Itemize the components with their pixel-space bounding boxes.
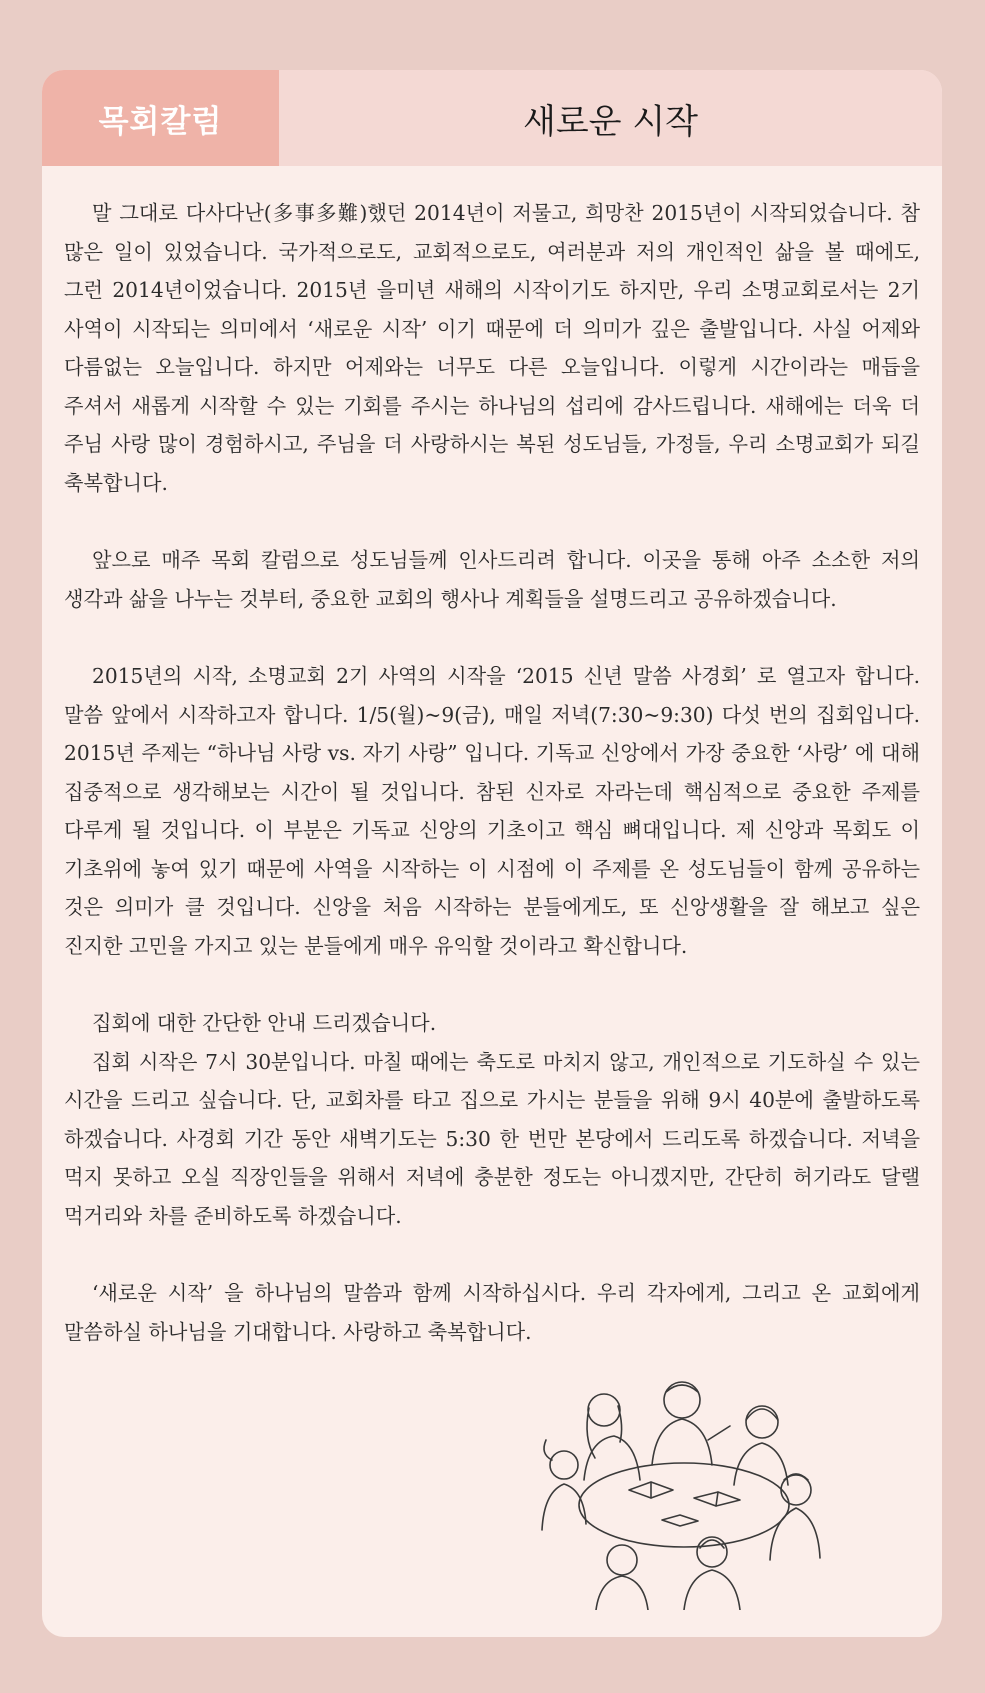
paragraph-5: 집회 시작은 7시 30분입니다. 마칠 때에는 축도로 마치지 않고, 개인적으로 기도하실 수 있는 시간을 드리고 싶습니다. 단, 교회차를 타고 집으로 가시는 분들을 위해 9시 40분에 출발하도록 하겠습니다. 사경회 기간 동안 새벽기도는 5:30 한 번만 본당에서 드리도록 하겠습니다. 저녁을 먹지 못하고 오실 직장인들을 위해서 저녁에 충분한 정도는 아니겠지만, 간단히 허기라도 달랠 먹거리와 차를 준비하도록 하겠습니다. <box>64 1049 920 1228</box>
bible-study-group-illustration <box>534 1370 834 1610</box>
column-card <box>42 70 942 1637</box>
paragraph-6: ‘새로운 시작’ 을 하나님의 말씀과 함께 시작하십시다. 우리 각자에게, 그리고 온 교회에게 말씀하실 하나님을 기대합니다. 사랑하고 축복합니다. <box>64 1281 920 1344</box>
column-header <box>42 70 942 166</box>
column-body <box>64 194 920 1351</box>
paragraph-3: 2015년의 시작, 소명교회 2기 사역의 시작을 ‘2015 신년 말씀 사경회’ 로 열고자 합니다. 말씀 앞에서 시작하고자 합니다. 1/5(월)~9(금), 매일 저녁(7:30~9:30) 다섯 번의 집회입니다. 2015년 주제는 “하나님 사랑 vs. 자기 사랑” 입니다. 기독교 신앙에서 가장 중요한 ‘사랑’ 에 대해 집중적으로 생각해보는 시간이 될 것입니다. 참된 신자로 자라는데 핵심적으로 중요한 주제를 다루게 될 것입니다. 이 부분은 기독교 신앙의 기초이고 핵심 뼈대입니다. 제 신앙과 목회도 이 기초위에 놓여 있기 때문에 사역을 시작하는 이 시점에 이 주제를 온 성도님들이 함께 공유하는 것은 의미가 클 것입니다. 신앙을 처음 시작하는 분들에게도, 또 신앙생활을 잘 해보고 싶은 진지한 고민을 가지고 있는 분들에게 매우 유익할 것이라고 확신합니다. <box>64 664 920 958</box>
paragraph-2: 앞으로 매주 목회 칼럼으로 성도님들께 인사드리려 합니다. 이곳을 통해 아주 소소한 저의 생각과 삶을 나누는 것부터, 중요한 교회의 행사나 계획들을 설명드리고 공유하겠습니다. <box>64 548 920 611</box>
column-title: 새로운 시작 <box>522 101 699 142</box>
paragraph-4: 집회에 대한 간단한 안내 드리겠습니다. <box>92 1011 437 1035</box>
paragraph-1: 말 그대로 다사다난(多事多難)했던 2014년이 저물고, 희망찬 2015년이 시작되었습니다. 참 많은 일이 있었습니다. 국가적으로도, 교회적으로도, 여러분과 저의 개인적인 삶을 볼 때에도, 그런 2014년이었습니다. 2015년 을미년 새해의 시작이기도 하지만, 우리 소명교회로서는 2기 사역이 시작되는 의미에서 ‘새로운 시작’ 이기 때문에 더 의미가 깊은 출발입니다. 사실 어제와 다름없는 오늘입니다. 하지만 어제와는 너무도 다른 오늘입니다. 이렇게 시간이라는 매듭을 주셔서 새롭게 시작할 수 있는 기회를 주시는 하나님의 섭리에 감사드립니다. 새해에는 더욱 더 주님 사랑 많이 경험하시고, 주님을 더 사랑하시는 복된 성도님들, 가정들, 우리 소명교회가 되길 축복합니다. <box>64 201 920 495</box>
category-tab: 목회칼럼 <box>42 70 279 166</box>
